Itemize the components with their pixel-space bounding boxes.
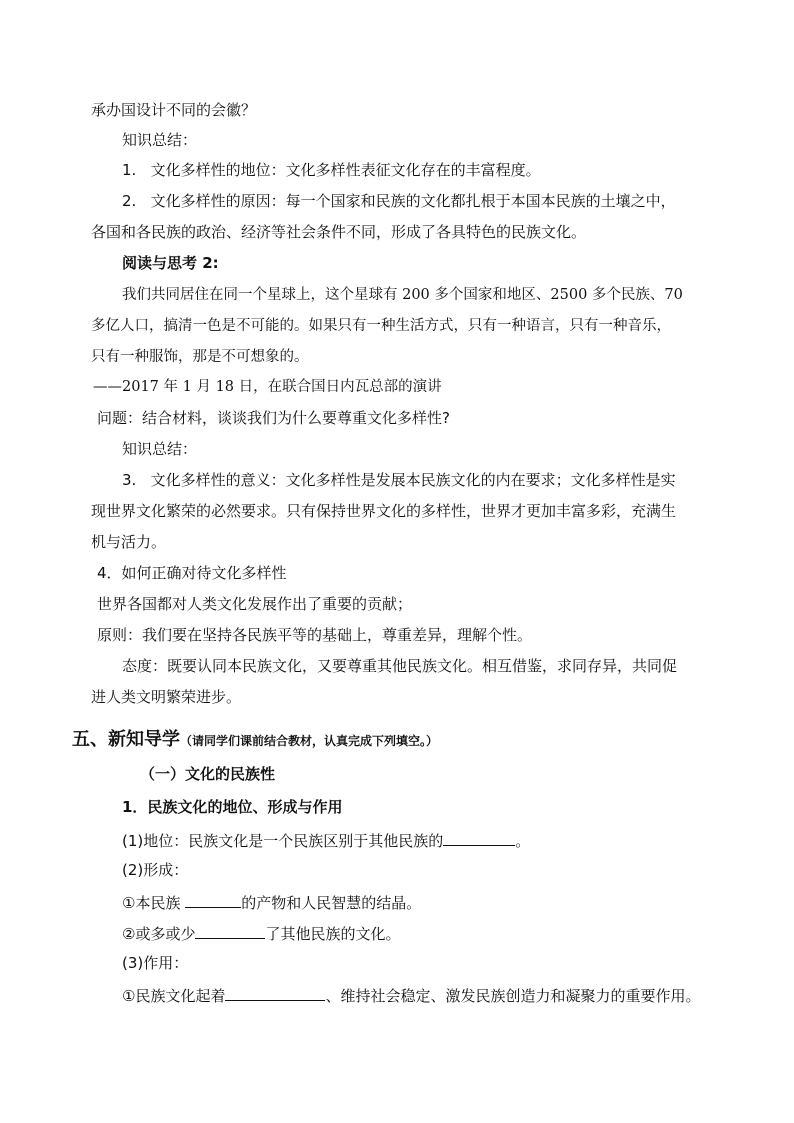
text-line: 承办国设计不同的会徽？ <box>91 101 257 119</box>
fill-text: 了其他民族的文化。 <box>265 925 401 943</box>
section-note: （请同学们课前结合教材，认真完成下列填空。） <box>180 734 439 748</box>
fill-text: ②或多或少 <box>122 925 196 943</box>
text-line: 世界各国都对人类文化发展作出了重要的贡献； <box>97 595 413 613</box>
fill-line <box>122 829 530 851</box>
fill-text: (1)地位：民族文化是一个民族区别于其他民族的 <box>122 832 444 850</box>
text-line: 进人类文明繁荣进步。 <box>91 688 242 706</box>
text-line: (3)作用： <box>122 954 189 972</box>
text-line: (2)形成： <box>122 861 189 879</box>
text-line: 各国和各民族的政治、经济等社会条件不同，形成了各具特色的民族文化。 <box>91 223 587 241</box>
subsection-title: （一）文化的民族性 <box>140 765 276 783</box>
knowledge-summary-label: 知识总结： <box>122 440 198 458</box>
fill-blank[interactable] <box>185 891 241 908</box>
fill-text: 的产物和人民智慧的结晶。 <box>241 894 422 912</box>
quote-line: 多亿人口，搞清一色是不可能的。如果只有一种生活方式，只有一种语言，只有一种音乐， <box>91 318 671 334</box>
fill-line <box>122 984 700 1006</box>
fill-text: ①民族文化起着 <box>122 987 226 1005</box>
text-line: 2. 文化多样性的原因：每一个国家和民族的文化都扎根于本国本民族的土壤之中， <box>122 192 676 210</box>
text-line: 3. 文化多样性的意义：文化多样性是发展本民族文化的内在要求；文化多样性是实 <box>122 471 676 489</box>
fill-text: ①本民族 <box>122 894 186 912</box>
text-line: 1. 文化多样性的地位：文化多样性表征文化存在的丰富程度。 <box>122 161 541 179</box>
text-line: 原则：我们要在坚持各民族平等的基础上，尊重差异，理解个性。 <box>97 626 533 644</box>
quote-line: 我们共同居住在同一个星球上，这个星球有 200 多个国家和地区、2500 多个民族、70 <box>122 287 683 303</box>
quote-attribution: ——2017 年 1 月 18 日，在联合国日内瓦总部的演讲 <box>93 379 442 395</box>
text-line: 现世界文化繁荣的必然要求。只有保持世界文化的多样性，世界才更加丰富多彩，充满生 <box>91 502 677 520</box>
fill-line <box>122 891 421 913</box>
text-line: 态度：既要认同本民族文化，又要尊重其他民族文化。相互借鉴，求同存异，共同促 <box>122 657 678 675</box>
knowledge-summary-label: 知识总结： <box>122 131 198 149</box>
reading-thinking-title: 阅读与思考 2: <box>122 254 219 272</box>
item-title: 1．民族文化的地位、形成与作用 <box>122 798 343 816</box>
question-line: 问题：结合材料，谈谈我们为什么要尊重文化多样性? <box>97 409 450 427</box>
text-line: 机与活力。 <box>91 533 167 551</box>
fill-blank[interactable] <box>225 984 325 1001</box>
fill-text: 、维持社会稳定、激发民族创造力和凝聚力的重要作用。 <box>325 987 701 1005</box>
fill-blank[interactable] <box>195 922 265 939</box>
section-title: 五、新知导学 <box>72 729 180 750</box>
section-heading <box>72 730 438 751</box>
text-line: 4．如何正确对待文化多样性 <box>97 564 287 582</box>
quote-line: 只有一种服饰，那是不可想象的。 <box>91 349 309 365</box>
fill-blank[interactable] <box>443 829 515 846</box>
fill-line <box>122 922 400 944</box>
fill-text: 。 <box>515 832 531 850</box>
